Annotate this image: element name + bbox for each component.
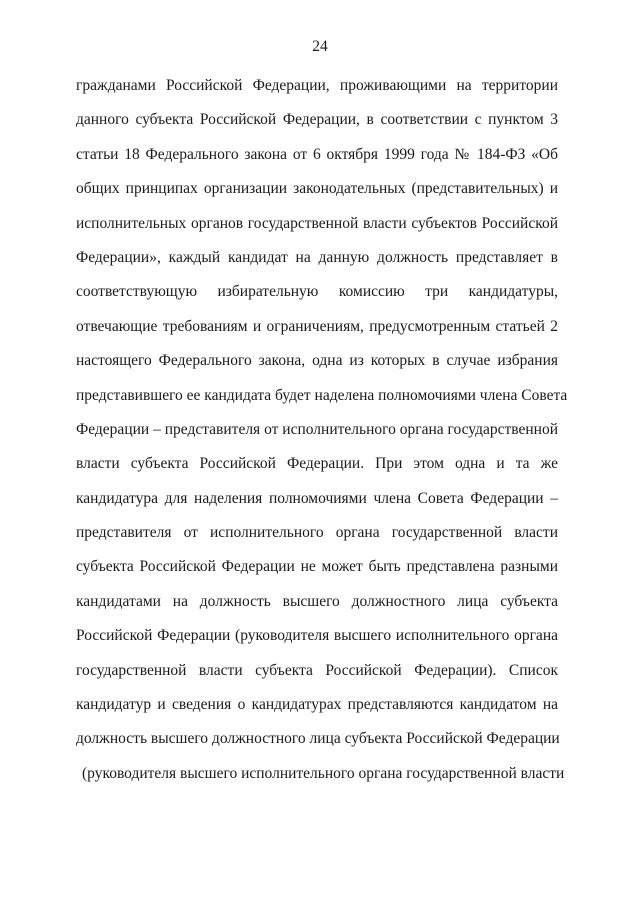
page-number: 24 xyxy=(312,38,328,55)
text-line: статьи 18 Федерального закона от 6 октября 1999 года № 184-ФЗ «Об xyxy=(76,145,558,163)
text-line: Российской Федерации (руководителя высшего исполнительного органа xyxy=(76,627,558,645)
body-text xyxy=(76,69,568,791)
text-line: (руководителя высшего исполнительного органа государственной власти xyxy=(82,764,565,782)
text-line: представителя от исполнительного органа государственной власти xyxy=(76,524,558,542)
text-line: данного субъекта Российской Федерации, в соответствии с пунктом 3 xyxy=(76,111,558,129)
text-line: представившего ее кандидата будет наделена полномочиями члена Совета xyxy=(76,386,568,404)
text-line: кандидатами на должность высшего должностного лица субъекта xyxy=(76,592,558,610)
text-line: соответствующую избирательную комиссию три кандидатуры, xyxy=(76,283,558,301)
text-line: государственной власти субъекта Российской Федерации). Список xyxy=(76,661,558,679)
text-line: гражданами Российской Федерации, проживающими на территории xyxy=(76,77,558,94)
text-line: настоящего Федерального закона, одна из которых в случае избрания xyxy=(76,352,558,370)
text-line: власти субъекта Российской Федерации. При этом одна и та же xyxy=(76,455,558,473)
text-line: отвечающие требованиям и ограничениям, предусмотренным статьей 2 xyxy=(76,317,558,335)
text-line: субъекта Российской Федерации не может быть представлена разными xyxy=(76,558,558,576)
text-line: кандидатура для наделения полномочиями члена Совета Федерации – xyxy=(76,489,558,507)
text-line: кандидатур и сведения о кандидатурах представляются кандидатом на xyxy=(76,696,558,714)
text-line: Федерации», каждый кандидат на данную должность представляет в xyxy=(76,248,558,266)
text-line: должность высшего должностного лица субъекта Российской Федерации xyxy=(76,730,560,748)
text-line: общих принципах организации законодательных (представительных) и xyxy=(76,180,558,198)
text-line: исполнительных органов государственной власти субъектов Российской xyxy=(76,214,558,232)
text-line: Федерации – представителя от исполнительного органа государственной xyxy=(76,420,558,438)
